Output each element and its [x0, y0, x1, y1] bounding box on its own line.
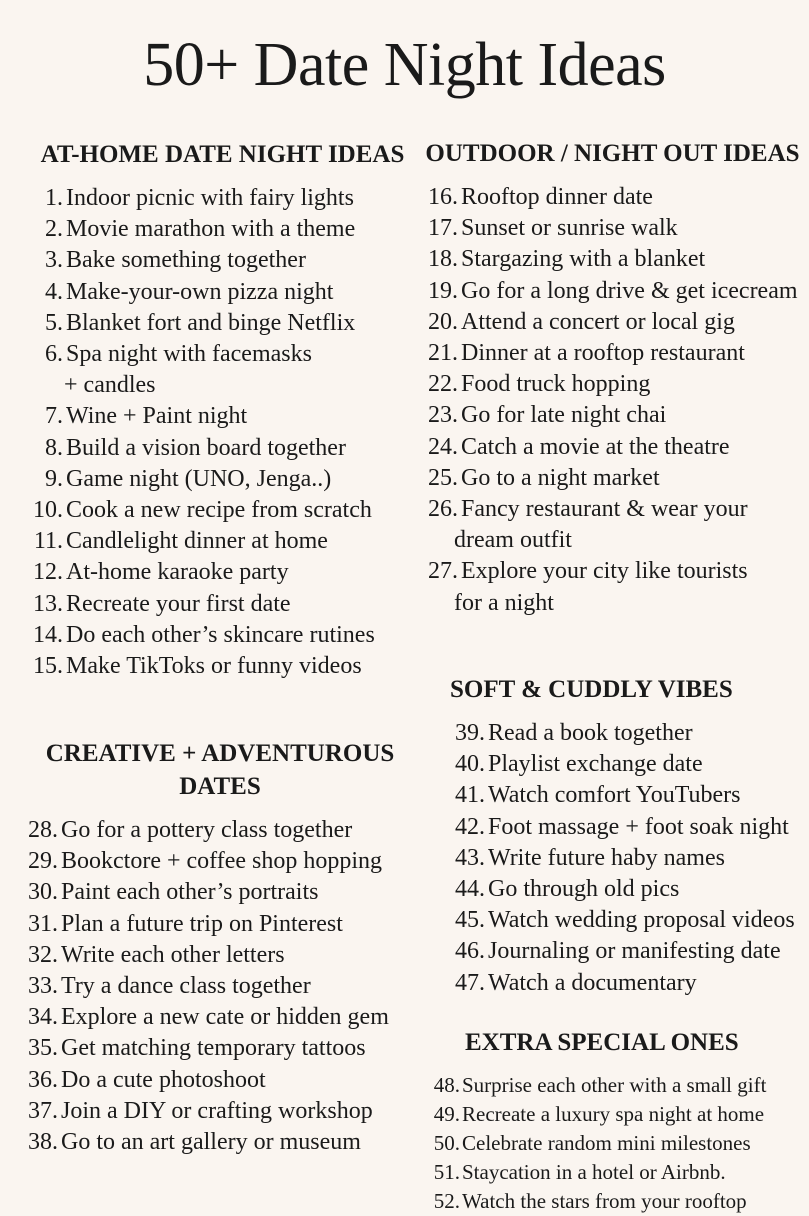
item-number: 38.	[28, 1129, 58, 1156]
list-item	[420, 369, 805, 400]
list-item	[425, 1071, 809, 1100]
list-item	[440, 843, 809, 874]
item-number: 27.	[428, 558, 458, 585]
item-number: 10.	[33, 497, 63, 524]
list-item	[30, 277, 415, 308]
item-text: Watch wedding proposal videos	[488, 907, 795, 934]
list-item	[30, 620, 415, 651]
item-text: Read a book together	[488, 720, 693, 746]
list-item	[440, 874, 809, 905]
item-text: Build a vision board together	[66, 434, 346, 461]
item-number: 30.	[28, 879, 58, 906]
list-item	[440, 718, 809, 749]
list-item	[30, 464, 415, 495]
item-text: Rooftop dinner date	[461, 184, 653, 210]
item-number: 19.	[428, 277, 458, 304]
section-heading: CREATIVE + ADVENTUROUS DATES	[45, 740, 395, 800]
item-text: Go for a long drive & get icecream	[461, 277, 798, 304]
list-item	[20, 815, 420, 846]
section-heading: SOFT & CUDDLY VIBES	[450, 676, 733, 703]
list-item	[440, 812, 809, 843]
list-item	[420, 276, 805, 307]
section-soft-cuddly	[440, 673, 809, 999]
section-heading: OUTDOOR / NIGHT OUT IDEAS	[425, 140, 800, 167]
list-item	[20, 1065, 420, 1096]
item-number: 4.	[45, 278, 63, 305]
list-item	[425, 1187, 809, 1216]
item-number: 31.	[28, 910, 58, 937]
list-item	[30, 401, 415, 432]
item-text: Write future haby names	[488, 844, 725, 871]
item-number: 50.	[433, 1131, 460, 1155]
item-number: 16.	[428, 184, 458, 210]
item-number: 14.	[33, 621, 63, 648]
list-item	[30, 651, 415, 682]
list-item	[420, 494, 805, 525]
list-item	[420, 307, 805, 338]
item-number: 15.	[33, 653, 63, 680]
item-number: 29.	[28, 848, 58, 875]
list-item	[420, 182, 805, 213]
item-number: 34.	[28, 1004, 58, 1031]
item-text: At-home karaoke party	[66, 559, 289, 586]
list-item	[30, 589, 415, 620]
item-number: 1.	[45, 185, 63, 211]
list-item	[30, 433, 415, 464]
list-item	[425, 1129, 809, 1158]
item-number: 22.	[428, 371, 458, 398]
item-number: 44.	[455, 876, 485, 903]
item-number: 33.	[28, 973, 58, 1000]
item-text: Surprise each other with a small gift	[462, 1073, 767, 1097]
item-number: 18.	[428, 246, 458, 273]
list-item	[30, 557, 415, 588]
item-number: 46.	[455, 938, 485, 965]
item-number: 41.	[455, 782, 485, 809]
item-number: 35.	[28, 1035, 58, 1062]
item-text: Playlist exchange date	[488, 751, 703, 778]
list-item	[420, 244, 805, 275]
idea-list	[440, 718, 809, 999]
item-text: Try a dance class together	[61, 973, 311, 1000]
item-text: Bake something together	[66, 247, 306, 274]
item-text: Recreate your first date	[66, 590, 291, 617]
item-number: 11.	[33, 528, 63, 555]
item-number: 37.	[28, 1097, 58, 1124]
item-text: Go to a night market	[461, 464, 660, 491]
list-item	[20, 1096, 420, 1127]
item-number: 20.	[428, 308, 458, 335]
item-text: Wine + Paint night	[66, 403, 248, 430]
item-text: Make TikToks or funny videos	[66, 653, 362, 680]
item-number: 2.	[45, 216, 63, 243]
item-number: 24.	[428, 433, 458, 460]
item-text: Game night (UNO, Jenga..)	[66, 465, 332, 492]
item-text: Watch the stars from your rooftop	[462, 1189, 747, 1213]
list-item	[440, 749, 809, 780]
item-text: Attend a concert or local gig	[461, 308, 735, 335]
item-text: Explore your city like tourists	[461, 558, 748, 585]
item-text: Blanket fort and binge Netflix	[66, 309, 356, 336]
page-title: 50+ Date Night Ideas	[143, 31, 666, 99]
list-item	[30, 183, 415, 214]
item-number: 47.	[455, 969, 485, 996]
section-heading: EXTRA SPECIAL ONES	[465, 1029, 739, 1056]
item-text: Plan a future trip on Pinterest	[61, 910, 343, 937]
item-text: Catch a movie at the theatre	[461, 433, 730, 460]
item-number: 48.	[433, 1073, 460, 1097]
item-text: Recreate a luxury spa night at home	[462, 1102, 765, 1126]
item-number: 40.	[455, 751, 485, 778]
list-item	[440, 936, 809, 967]
item-number: 26.	[428, 496, 458, 523]
list-item	[30, 214, 415, 245]
item-text: Journaling or manifesting date	[488, 938, 781, 965]
item-text: Make-your-own pizza night	[66, 278, 334, 305]
list-item	[420, 400, 805, 431]
item-number: 8.	[45, 434, 63, 461]
list-item	[20, 846, 420, 877]
list-item	[420, 463, 805, 494]
section-heading: AT-HOME DATE NIGHT IDEAS	[40, 141, 405, 168]
list-item	[440, 780, 809, 811]
list-item-continuation: for a night	[454, 589, 554, 616]
list-item	[420, 556, 805, 587]
item-number: 21.	[428, 340, 458, 367]
item-text: Celebrate random mini milestones	[462, 1131, 751, 1155]
item-text: Do each other’s skincare rutines	[66, 621, 375, 648]
item-number: 39.	[455, 720, 485, 746]
list-item	[20, 971, 420, 1002]
item-text: Get matching temporary tattoos	[61, 1035, 366, 1062]
item-number: 23.	[428, 402, 458, 429]
item-text: Go for a pottery class together	[61, 817, 353, 843]
item-number: 13.	[33, 590, 63, 617]
item-text: Movie marathon with a theme	[66, 216, 356, 243]
list-item	[20, 877, 420, 908]
idea-list	[30, 183, 415, 682]
item-number: 43.	[455, 844, 485, 871]
item-text: Go to an art gallery or museum	[61, 1129, 361, 1156]
item-text: Foot massage + foot soak night	[488, 813, 789, 840]
item-number: 52.	[433, 1189, 460, 1213]
item-number: 28.	[28, 817, 58, 843]
item-text: Go through old pics	[488, 876, 680, 903]
item-number: 9.	[45, 465, 63, 492]
item-number: 45.	[455, 907, 485, 934]
item-number: 17.	[428, 215, 458, 242]
list-item	[30, 245, 415, 276]
item-text: Indoor picnic with fairy lights	[66, 185, 354, 211]
item-text: Watch comfort YouTubers	[488, 782, 741, 809]
list-item	[440, 968, 809, 999]
list-item	[20, 1127, 420, 1158]
section-extra-special	[425, 1026, 809, 1216]
list-item	[30, 495, 415, 526]
item-text: Sunset or sunrise walk	[461, 215, 678, 242]
item-text: Spa night with facemasks	[66, 341, 312, 368]
item-text: Bookctore + coffee shop hopping	[61, 848, 383, 875]
item-text: Watch a documentary	[488, 969, 697, 996]
item-text: Do a cute photoshoot	[61, 1066, 266, 1093]
item-text: Stargazing with a blanket	[461, 246, 706, 273]
list-item	[30, 308, 415, 339]
item-text: Fancy restaurant & wear your	[461, 496, 748, 523]
item-text: Paint each other’s portraits	[61, 879, 319, 906]
item-number: 49.	[433, 1102, 460, 1126]
item-text: Cook a new recipe from scratch	[66, 497, 372, 524]
list-item	[420, 432, 805, 463]
list-item	[20, 1002, 420, 1033]
item-number: 36.	[28, 1066, 58, 1093]
section-creative	[20, 737, 420, 1158]
list-item	[30, 339, 415, 370]
item-number: 51.	[433, 1160, 460, 1184]
item-number: 32.	[28, 941, 58, 968]
idea-list	[420, 182, 805, 619]
item-text: Join a DIY or crafting workshop	[61, 1097, 373, 1124]
item-text: Staycation in a hotel or Airbnb.	[462, 1160, 726, 1184]
item-number: 3.	[45, 247, 63, 274]
item-number: 7.	[45, 403, 63, 430]
list-item-continuation: + candles	[64, 372, 156, 399]
item-text: Food truck hopping	[461, 371, 651, 398]
item-number: 6.	[45, 341, 63, 368]
list-item	[420, 338, 805, 369]
section-at-home	[30, 138, 415, 682]
item-number: 5.	[45, 309, 63, 336]
list-item-continuation: dream outfit	[454, 527, 572, 554]
item-number: 12.	[33, 559, 63, 586]
item-text: Dinner at a rooftop restaurant	[461, 340, 745, 367]
idea-list	[20, 815, 420, 1158]
list-item	[420, 213, 805, 244]
list-item	[440, 905, 809, 936]
item-text: Explore a new cate or hidden gem	[61, 1004, 389, 1031]
idea-list	[425, 1071, 809, 1216]
list-item	[425, 1100, 809, 1129]
list-item	[20, 1033, 420, 1064]
item-number: 25.	[428, 464, 458, 491]
list-item	[20, 940, 420, 971]
item-text: Candlelight dinner at home	[66, 528, 328, 555]
section-outdoor	[420, 137, 805, 619]
list-item	[20, 909, 420, 940]
item-number: 42.	[455, 813, 485, 840]
item-text: Write each other letters	[61, 941, 285, 968]
item-text: Go for late night chai	[461, 402, 667, 429]
list-item	[30, 526, 415, 557]
list-item	[425, 1158, 809, 1187]
